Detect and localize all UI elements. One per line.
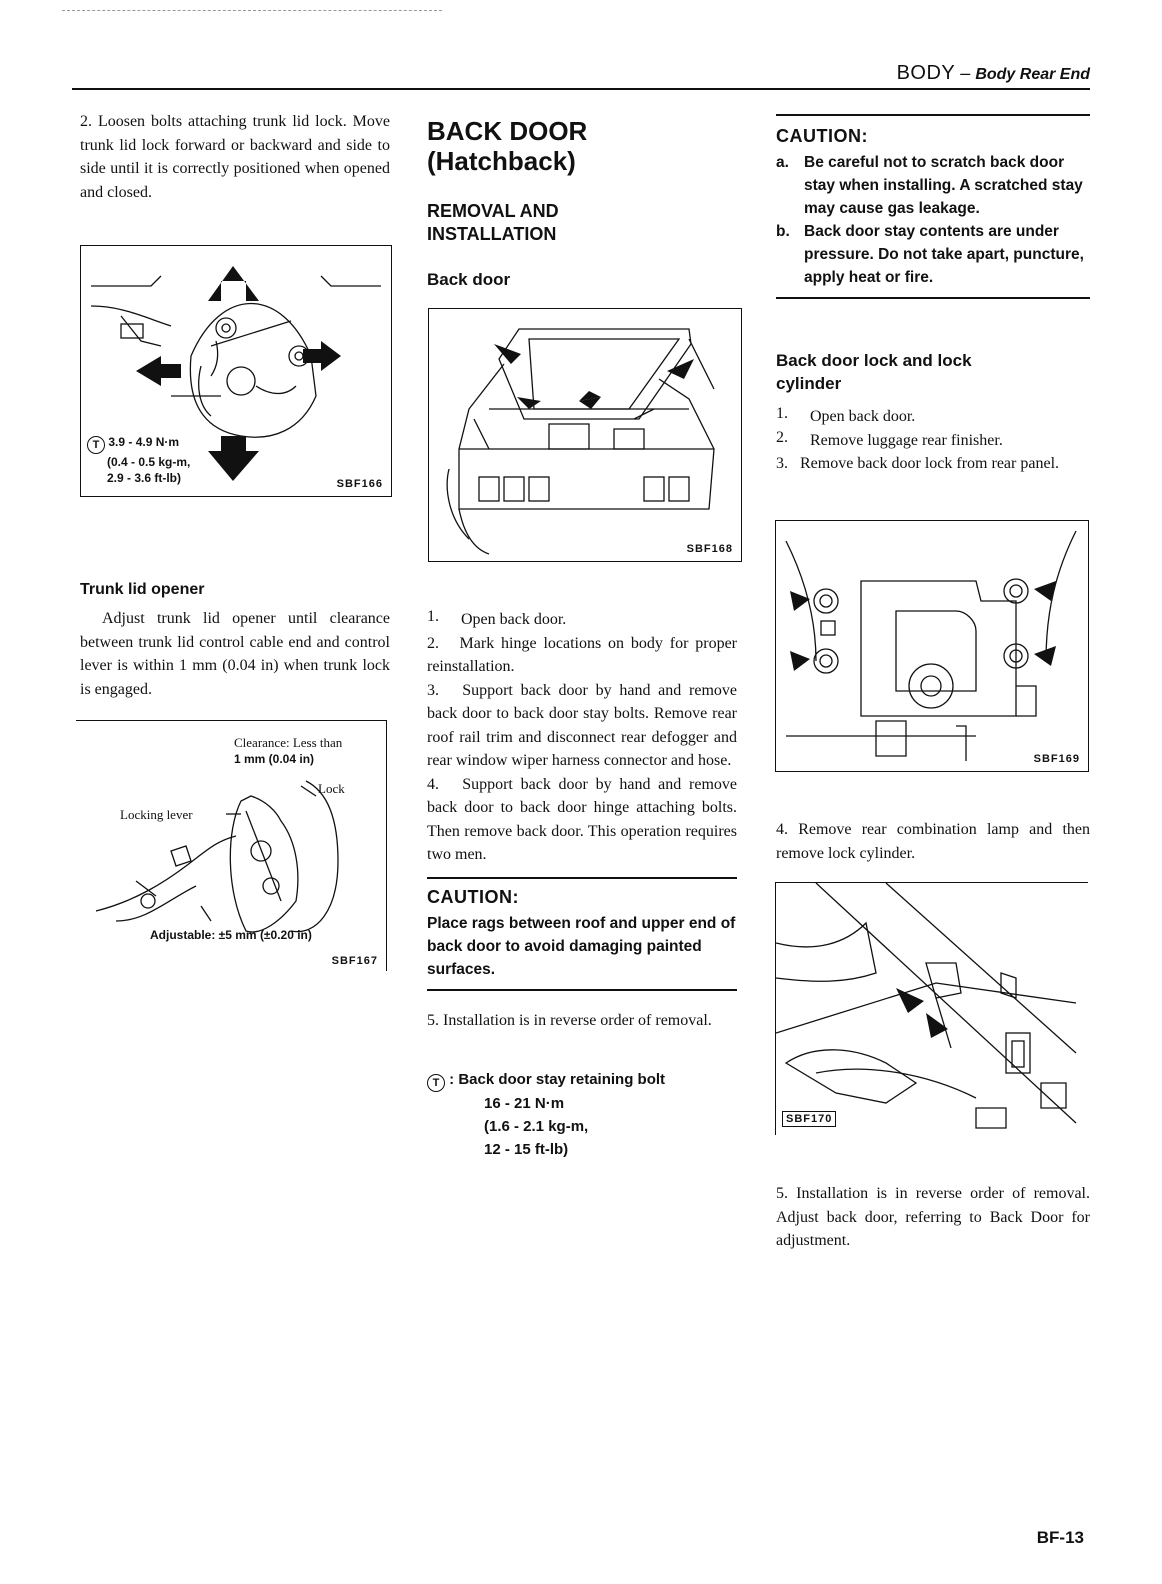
- list-item: [776, 452, 1090, 476]
- trunk-opener-section: [80, 578, 390, 701]
- header-dash: –: [960, 63, 971, 83]
- caution-b-text: Back door stay contents are under pressure. Do not take apart, puncture, apply heat or fire.: [804, 223, 1084, 286]
- back-door-lock-illustration: [776, 521, 1088, 771]
- caution-title: CAUTION:: [427, 886, 519, 907]
- hatchback-illustration: [429, 309, 741, 561]
- lock-cylinder-step-4: 4. Remove rear combination lamp and then remove lock cylinder.: [776, 821, 1090, 862]
- back-door-subheading: Back door: [427, 270, 511, 289]
- step-number: 2.: [776, 428, 788, 446]
- step-number: 2.: [427, 634, 439, 652]
- step-text: Support back door by hand and remove back door to back door stay bolts. Remove rear roof rail trim and disconnect rear defogger and rear window wiper harness connector and hose.: [427, 681, 737, 769]
- header-rule: [72, 88, 1090, 90]
- clearance-line-2: 1 mm (0.04 in): [234, 752, 315, 766]
- step-text: Remove luggage rear finisher.: [810, 431, 1003, 449]
- back-door-steps: [427, 608, 737, 1161]
- caution-text: Place rags between roof and upper end of back door to avoid damaging painted surfaces.: [427, 914, 736, 978]
- back-door-title: [427, 116, 737, 176]
- spec-line-3: 12 - 15 ft-lb): [484, 1141, 569, 1158]
- figure-code: SBF170: [782, 1111, 836, 1127]
- torque-line-3: 2.9 - 3.6 ft-lb): [107, 471, 182, 485]
- list-item: [427, 773, 737, 867]
- lock-cylinder-step-5-block: [776, 1182, 1090, 1253]
- step-text: Mark hinge locations on body for proper reinstallation.: [427, 634, 738, 675]
- trunk-opener-heading: Trunk lid opener: [80, 581, 205, 598]
- torque-spec: [427, 1068, 737, 1161]
- column-2: [427, 112, 737, 291]
- step-text: Support back door by hand and remove back door to back door hinge attaching bolts. Then remove back door. This operation requires two men.: [427, 775, 737, 863]
- header-subsection: Body Rear End: [975, 66, 1090, 83]
- list-item: [427, 679, 737, 773]
- title-line-1: BACK DOOR: [427, 116, 588, 146]
- list-item: [427, 632, 737, 679]
- caution-title: CAUTION:: [776, 126, 868, 146]
- spec-line-1: 16 - 21 N·m: [484, 1095, 565, 1112]
- figure-code: SBF169: [1033, 753, 1080, 765]
- trunk-opener-text: Adjust trunk lid opener until clearance between trunk lid control cable end and control lever is within 1 mm (0.04 in) when trunk lock is engaged.: [80, 610, 390, 698]
- lock-cylinder-step-4-block: [776, 818, 1090, 865]
- step-number: 3.: [776, 455, 788, 472]
- section-line-2: INSTALLATION: [427, 224, 557, 244]
- removal-installation-heading: [427, 200, 737, 246]
- clearance-label: [234, 735, 342, 767]
- figure-sbf167: [76, 720, 387, 971]
- figure-code: SBF166: [336, 478, 383, 490]
- lock-steps: [776, 405, 1090, 476]
- caution-box: [776, 114, 1090, 299]
- list-item: [427, 608, 737, 632]
- caution-label: a.: [776, 154, 789, 171]
- page-number: BF-13: [1036, 1528, 1084, 1547]
- lock-cylinder-heading: [776, 349, 1090, 395]
- list-item: [776, 405, 1090, 429]
- torque-icon: T: [87, 436, 105, 454]
- figure1-torque-spec: [87, 434, 190, 486]
- figure-sbf168: [428, 308, 742, 562]
- lock-cylinder-step-5: 5. Installation is in reverse order of removal. Adjust back door, referring to Back Door for adjustment.: [776, 1185, 1090, 1249]
- caution-item-a: [776, 151, 1090, 289]
- list-item: [776, 429, 1090, 453]
- torque-line-1: 3.9 - 4.9 N·m: [108, 435, 180, 449]
- step-text: Open back door.: [810, 408, 916, 425]
- figure-sbf169: [775, 520, 1089, 772]
- figure-code: SBF167: [331, 955, 378, 967]
- torque-line-2: (0.4 - 0.5 kg-m,: [107, 455, 191, 469]
- step-text: Open back door.: [461, 611, 567, 628]
- spec-line-2: (1.6 - 2.1 kg-m,: [484, 1118, 589, 1135]
- step-text: Remove back door lock from rear panel.: [800, 455, 1060, 472]
- step-number: 4.: [427, 775, 439, 793]
- title-line-2: (Hatchback): [427, 146, 576, 176]
- column-3: [776, 114, 1090, 476]
- lock-label: Lock: [318, 781, 345, 796]
- heading-line-2: cylinder: [776, 374, 842, 393]
- caution-label: b.: [776, 223, 790, 240]
- step-number: 1.: [427, 608, 439, 625]
- step-number: 3.: [427, 681, 439, 699]
- figure-sbf170: [775, 882, 1088, 1135]
- figure-sbf166: [80, 245, 392, 497]
- caution-a-text: Be careful not to scratch back door stay when installing. A scratched stay may cause gas leakage.: [804, 154, 1083, 217]
- caution-box: [427, 877, 737, 991]
- figure-code: SBF168: [686, 543, 733, 555]
- section-line-1: REMOVAL AND: [427, 201, 559, 221]
- locking-lever-label: Locking lever: [120, 807, 193, 822]
- adjustable-label: Adjustable: ±5 mm (±0.20 in): [150, 928, 312, 942]
- torque-icon: T: [427, 1074, 445, 1092]
- trunk-lock-step-2: 2. Loosen bolts attaching trunk lid lock. Move trunk lid lock forward or backward and side to side until it is correctly positioned when opened and closed.: [80, 113, 390, 201]
- spec-label: : Back door stay retaining bolt: [449, 1071, 666, 1088]
- clearance-line-1: Clearance: Less than: [234, 735, 343, 750]
- column-1: [80, 110, 390, 204]
- page-header: [897, 62, 1090, 85]
- step-number: 1.: [776, 405, 788, 422]
- installation-step-5: 5. Installation is in reverse order of removal.: [427, 1011, 712, 1029]
- header-section: BODY: [896, 62, 956, 84]
- top-scan-rule: [62, 10, 442, 11]
- lock-cylinder-illustration: [776, 883, 1088, 1135]
- heading-line-1: Back door lock and lock: [776, 351, 972, 370]
